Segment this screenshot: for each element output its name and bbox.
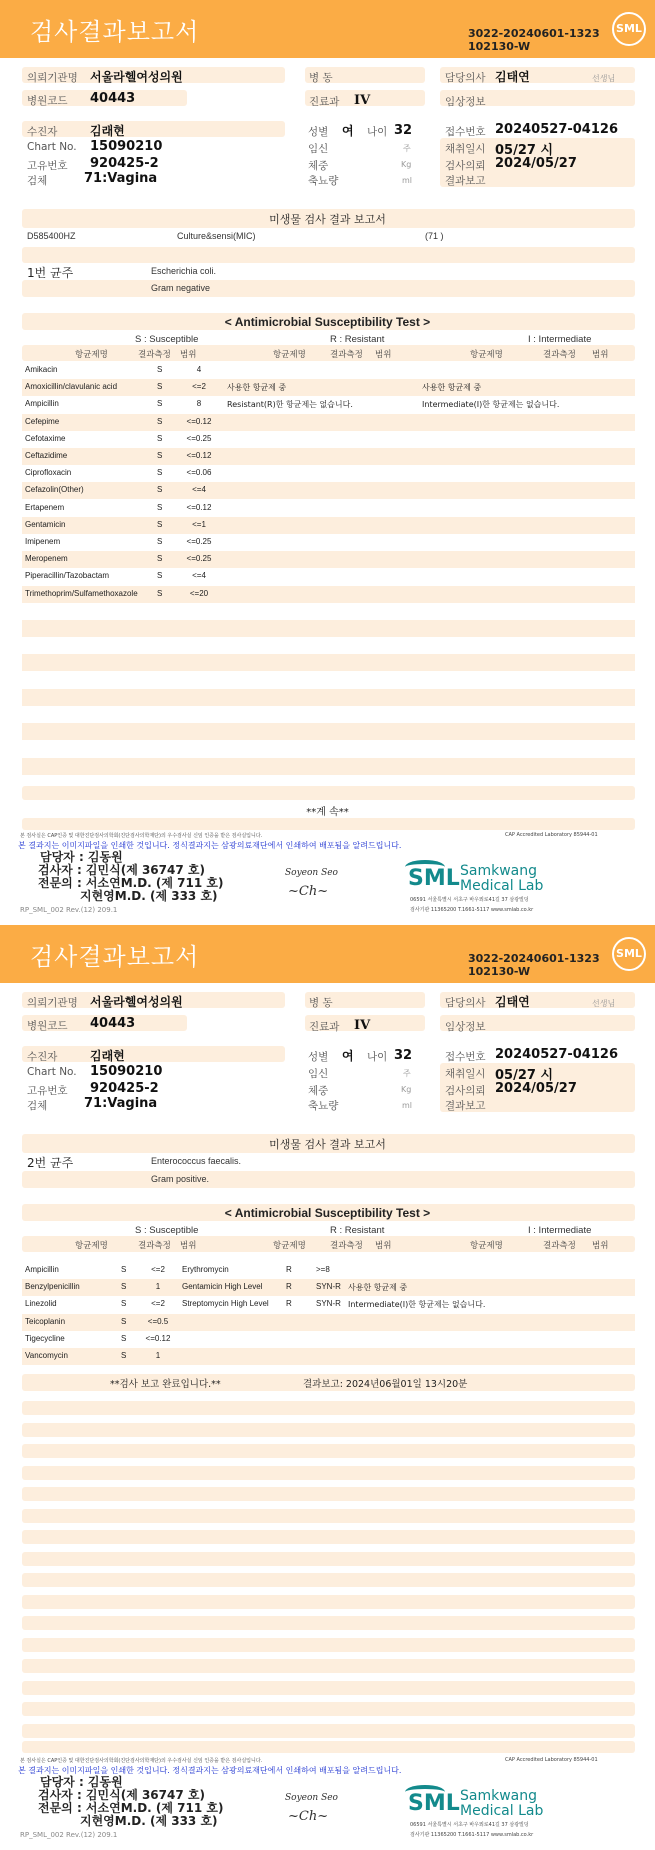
- antibiotic-name: Meropenem: [25, 554, 68, 564]
- col-header-range: 범위: [180, 350, 197, 360]
- col-header-range: 범위: [375, 1241, 392, 1251]
- col-header-result: 결과측정: [543, 1241, 576, 1251]
- id-label: 고유번호: [27, 1085, 68, 1097]
- chart-value: 15090210: [90, 1064, 163, 1079]
- col-header-name: 항균제명: [470, 350, 503, 360]
- empty-row: [22, 1681, 635, 1695]
- empty-row: [22, 1659, 635, 1673]
- result: S: [157, 519, 163, 529]
- weight-unit: Kg: [401, 160, 412, 169]
- ast-row: [22, 500, 635, 517]
- ast-row: [22, 1331, 635, 1348]
- chart-value: 15090210: [90, 139, 163, 154]
- institution-value: 서울라헬여성의원: [90, 995, 183, 1009]
- dept-value: IV: [354, 93, 371, 108]
- empty-row: [22, 637, 635, 654]
- note-resistant: 사용한 항균제 중: [227, 383, 287, 393]
- urine-unit: ml: [402, 1101, 413, 1110]
- range: <=4: [192, 571, 206, 581]
- antibiotic-name: Vancomycin: [25, 1351, 68, 1360]
- antibiotic-name: Ertapenem: [25, 502, 65, 512]
- range: SYN-R: [316, 1299, 341, 1309]
- legend-intermediate: I : Intermediate: [528, 334, 592, 345]
- result: R: [286, 1299, 292, 1309]
- range: 1: [155, 1282, 161, 1292]
- ast-title: < Antimicrobial Susceptibility Test >: [224, 1206, 431, 1220]
- ast-row: [22, 586, 635, 603]
- range: <=0.12: [145, 1333, 171, 1343]
- ast-row: [22, 379, 635, 396]
- range: <=0.5: [147, 1316, 169, 1326]
- doctor-value: 김태연: [495, 995, 530, 1009]
- print-notice: 본 결과지는 이미지파일을 인쇄한 것입니다. 정식결과지는 삼광의료재단에서 인쇄하여 배포됨을 알려드립니다.: [18, 1766, 402, 1775]
- collection-label: 채취일시: [445, 1068, 486, 1080]
- col-header-range: 범위: [592, 1241, 609, 1251]
- institution-label: 의뢰기관명: [27, 72, 78, 84]
- ast-row: [22, 1262, 635, 1279]
- ast-row: [22, 534, 635, 551]
- sex-label: 성별: [308, 1051, 329, 1063]
- col-header-result: 결과측정: [138, 350, 171, 360]
- result: S: [157, 416, 163, 426]
- col-header-result: 결과측정: [543, 350, 576, 360]
- col-header-result: 결과측정: [330, 1241, 363, 1251]
- ast-row: [22, 517, 635, 534]
- patient-value: 김래현: [90, 124, 125, 138]
- antibiotic-name: Erythromycin: [182, 1265, 229, 1274]
- ast-row: [22, 448, 635, 465]
- ast-row: [22, 1279, 635, 1296]
- legend-intermediate: I : Intermediate: [528, 1225, 592, 1236]
- result: S: [121, 1299, 127, 1309]
- doctor-label: 담당의사: [445, 997, 486, 1009]
- age-value: 32: [394, 123, 413, 138]
- result: S: [121, 1333, 127, 1343]
- patient-label: 수진자: [27, 1051, 58, 1063]
- hospital-code-value: 40443: [90, 1016, 136, 1031]
- empty-row: [22, 775, 635, 792]
- range: <=0.06: [186, 468, 212, 478]
- result: R: [286, 1265, 292, 1274]
- empty-row: [22, 758, 635, 775]
- empty-row: [22, 672, 635, 689]
- urine-label: 축뇨량: [308, 175, 339, 187]
- lab-name: Samkwang Medical Lab: [460, 863, 544, 894]
- specimen-label: 검체: [27, 175, 48, 187]
- test-name: Culture&sensi(MIC): [177, 231, 256, 241]
- legend-resistant: R : Resistant: [330, 334, 385, 345]
- empty-row: [22, 1444, 635, 1458]
- note-intermediate: 사용한 항균제 중: [422, 383, 482, 393]
- result: S: [157, 451, 163, 460]
- note-resistant: Resistant(R)한 항균제는 없습니다.: [227, 400, 353, 410]
- ast-row: [22, 414, 635, 431]
- antibiotic-name: Tigecycline: [25, 1333, 65, 1343]
- empty-row: [22, 1724, 635, 1738]
- specialist-2: 지현영M.D. (제 333 호): [80, 1814, 218, 1828]
- col-header-range: 범위: [592, 350, 609, 360]
- request-value: 2024/05/27: [495, 156, 577, 171]
- request-label: 검사의뢰: [445, 160, 486, 172]
- hospital-code-label: 병원코드: [27, 1020, 68, 1032]
- result: S: [157, 571, 163, 581]
- note-intermediate: Intermediate(I)한 항균제는 없습니다.: [422, 400, 560, 410]
- report-number: 3022-20240601-1323 102130-W: [468, 27, 600, 53]
- empty-row: [22, 654, 635, 671]
- ast-row: [22, 1348, 635, 1365]
- form-code: RP_SML_002 Rev.(12) 209.1: [20, 1831, 118, 1839]
- continued-note: **계 속**: [306, 807, 349, 818]
- result: S: [157, 554, 163, 564]
- empty-row: [22, 1638, 635, 1652]
- antibiotic-name: Streptomycin High Level: [182, 1299, 269, 1309]
- result: S: [157, 485, 163, 495]
- range: <=2: [151, 1299, 165, 1309]
- result: S: [157, 382, 163, 392]
- chart-label: Chart No.: [27, 141, 77, 153]
- range: <=1: [192, 519, 206, 529]
- range: 1: [155, 1351, 161, 1360]
- dept-label: 진료과: [309, 96, 340, 108]
- antibiotic-name: Linezolid: [25, 1299, 57, 1309]
- dept-value: IV: [354, 1018, 371, 1033]
- legend-susceptible: S : Susceptible: [135, 1225, 199, 1236]
- organism: Escherichia coli.: [151, 266, 217, 276]
- range: <=0.25: [186, 554, 212, 564]
- sml-logo-icon: SML: [612, 12, 646, 46]
- result: S: [121, 1316, 127, 1326]
- empty-row: [22, 1702, 635, 1716]
- result: S: [157, 468, 163, 478]
- note: Intermediate(I)한 항균제는 없습니다.: [348, 1300, 486, 1310]
- doctor-label: 담당의사: [445, 72, 486, 84]
- antibiotic-name: Ampicillin: [25, 399, 59, 409]
- empty-row: [22, 603, 635, 620]
- urine-label: 축뇨량: [308, 1100, 339, 1112]
- antibiotic-name: Ceftazidime: [25, 451, 68, 460]
- range: <=0.25: [186, 537, 212, 546]
- section-title: 미생물 검사 결과 보고서: [269, 213, 386, 226]
- doctor-value: 김태연: [495, 70, 530, 84]
- sex-value: 여: [342, 124, 354, 138]
- isolate-label: 2번 균주: [27, 1156, 74, 1170]
- urine-unit: ml: [402, 176, 413, 185]
- lab-contact: 검사기관 11365200 T.1661-5117 www.smlab.co.kr: [410, 1832, 534, 1838]
- range: <=4: [192, 485, 206, 495]
- id-label: 고유번호: [27, 160, 68, 172]
- antibiotic-name: Cefotaxime: [25, 433, 66, 443]
- id-value: 920425-2: [90, 156, 159, 171]
- ast-row: [22, 465, 635, 482]
- result: S: [157, 588, 163, 598]
- certification-note: 본 검사실은 CAP인증 및 대한진단검사의학회(진단검사의학재단)의 우수검사실 신임 인증을 받은 검사실입니다.: [20, 833, 263, 839]
- dept-label: 진료과: [309, 1021, 340, 1033]
- ast-row: [22, 1296, 635, 1313]
- report-complete-note: **검사 보고 완료입니다.**: [110, 1379, 221, 1390]
- empty-row: [22, 723, 635, 740]
- empty-row: [22, 620, 635, 637]
- signature-1: Soyeon Seo: [285, 868, 338, 878]
- result-report-label: 결과보고: [445, 175, 486, 187]
- empty-row: [22, 1530, 635, 1544]
- cap-number: CAP Accredited Laboratory 85944-01: [505, 832, 598, 838]
- range: <=2: [151, 1265, 165, 1274]
- result: S: [157, 365, 163, 374]
- organism: Enterococcus faecalis.: [151, 1156, 242, 1166]
- sml-logo-icon: SML: [612, 937, 646, 971]
- range: <=2: [192, 382, 206, 392]
- pregnancy-label: 임신: [308, 143, 329, 155]
- pregnancy-label: 임신: [308, 1068, 329, 1080]
- certification-note: 본 검사실은 CAP인증 및 대한진단검사의학회(진단검사의학재단)의 우수검사실 신임 인증을 받은 검사실입니다.: [20, 1758, 263, 1764]
- request-label: 검사의뢰: [445, 1085, 486, 1097]
- ward-label: 병 동: [309, 72, 333, 84]
- range: <=0.12: [186, 451, 212, 460]
- result: S: [157, 502, 163, 512]
- test-code: D585400HZ: [27, 231, 76, 241]
- manager: 담당자 : 김동원: [40, 1775, 123, 1789]
- specialist-1: 전문의 : 서소연M.D. (제 711 호): [38, 876, 224, 890]
- weight-label: 체중: [308, 160, 329, 172]
- institution-label: 의뢰기관명: [27, 997, 78, 1009]
- antibiotic-name: Piperacillin/Tazobactam: [25, 571, 110, 581]
- section-title: 미생물 검사 결과 보고서: [269, 1138, 386, 1151]
- legend-susceptible: S : Susceptible: [135, 334, 199, 345]
- range: <=20: [189, 588, 209, 598]
- specimen-label: 검체: [27, 1100, 48, 1112]
- collection-value: 05/27 시: [495, 143, 554, 158]
- weight-label: 체중: [308, 1085, 329, 1097]
- ast-row: [22, 396, 635, 413]
- antibiotic-name: Imipenem: [25, 537, 61, 546]
- specimen-value: 71:Vagina: [84, 171, 158, 186]
- col-header-name: 항균제명: [273, 350, 306, 360]
- ast-row: [22, 482, 635, 499]
- lab-contact: 검사기관 11365200 T.1661-5117 www.smlab.co.kr: [410, 907, 534, 913]
- report-title: 검사결과보고서: [30, 943, 200, 971]
- doctor-suffix: 선생님: [592, 74, 616, 83]
- signature-1: Soyeon Seo: [285, 1793, 338, 1803]
- result: S: [121, 1282, 127, 1292]
- col-header-name: 항균제명: [273, 1241, 306, 1251]
- empty-row: [22, 1487, 635, 1501]
- col-header-range: 범위: [375, 350, 392, 360]
- report-time: 결과보고: 2024년06월01일 13시20분: [303, 1379, 468, 1390]
- empty-row: [22, 1616, 635, 1630]
- antibiotic-name: Amikacin: [25, 365, 58, 374]
- lab-name: Samkwang Medical Lab: [460, 1788, 544, 1819]
- request-value: 2024/05/27: [495, 1081, 577, 1096]
- receipt-no-value: 20240527-04126: [495, 1047, 618, 1062]
- signature-2: ~Ch~: [288, 884, 329, 899]
- tester: 검사자 : 김민식(제 36747 호): [38, 1788, 205, 1802]
- col-header-name: 항균제명: [75, 350, 108, 360]
- patient-label: 수진자: [27, 126, 58, 138]
- id-value: 920425-2: [90, 1081, 159, 1096]
- range: >=8: [316, 1265, 330, 1274]
- range: 8: [196, 399, 202, 409]
- result: S: [121, 1265, 127, 1274]
- institution-value: 서울라헬여성의원: [90, 70, 183, 84]
- receipt-no-value: 20240527-04126: [495, 122, 618, 137]
- legend-resistant: R : Resistant: [330, 1225, 385, 1236]
- age-label: 나이: [367, 1051, 388, 1063]
- receipt-no-label: 접수번호: [445, 1051, 486, 1063]
- ast-row: [22, 431, 635, 448]
- isolate-label: 1번 균주: [27, 266, 74, 280]
- antibiotic-name: Trimethoprim/Sulfamethoxazole: [25, 588, 138, 598]
- ast-row: [22, 362, 635, 379]
- clinical-info-label: 임상정보: [445, 1021, 486, 1033]
- antibiotic-name: Cefepime: [25, 416, 60, 426]
- empty-row: [22, 740, 635, 757]
- empty-row: [22, 1509, 635, 1523]
- report-page-2: [0, 925, 655, 1850]
- ward-label: 병 동: [309, 997, 333, 1009]
- specimen-value: 71:Vagina: [84, 1096, 158, 1111]
- sex-label: 성별: [308, 126, 329, 138]
- gram-stain: Gram negative: [151, 283, 211, 293]
- antibiotic-name: Ciprofloxacin: [25, 468, 72, 478]
- signature-2: ~Ch~: [288, 1809, 329, 1824]
- form-code: RP_SML_002 Rev.(12) 209.1: [20, 906, 118, 914]
- ast-row: [22, 1314, 635, 1331]
- hospital-code-label: 병원코드: [27, 95, 68, 107]
- empty-row: [22, 706, 635, 723]
- ast-header: [0, 1204, 655, 1254]
- antibiotic-name: Cefazolin(Other): [25, 485, 84, 495]
- empty-row: [22, 1552, 635, 1566]
- pregnancy-unit: 주: [403, 144, 411, 153]
- result-report-label: 결과보고: [445, 1100, 486, 1112]
- empty-row: [22, 1573, 635, 1587]
- sex-value: 여: [342, 1049, 354, 1063]
- antibiotic-name: Teicoplanin: [25, 1316, 66, 1326]
- range: <=0.12: [186, 502, 212, 512]
- specialist-1: 전문의 : 서소연M.D. (제 711 호): [38, 1801, 224, 1815]
- empty-row: [22, 1401, 635, 1415]
- empty-row: [22, 1466, 635, 1480]
- gram-stain: Gram positive.: [151, 1174, 210, 1184]
- hospital-code-value: 40443: [90, 91, 136, 106]
- ast-header: [0, 313, 655, 363]
- ast-row: [22, 551, 635, 568]
- tester: 검사자 : 김민식(제 36747 호): [38, 863, 205, 877]
- report-title: 검사결과보고서: [30, 18, 200, 46]
- pregnancy-unit: 주: [403, 1069, 411, 1078]
- receipt-no-label: 접수번호: [445, 126, 486, 138]
- specialist-2: 지현영M.D. (제 333 호): [80, 889, 218, 903]
- result: R: [286, 1282, 292, 1292]
- sml-logo: SML: [408, 866, 460, 891]
- report-number: 3022-20240601-1323 102130-W: [468, 952, 600, 978]
- empty-row: [22, 1595, 635, 1609]
- antibiotic-name: Ampicillin: [25, 1265, 59, 1274]
- age-label: 나이: [367, 126, 388, 138]
- antibiotic-name: Benzylpenicillin: [25, 1282, 80, 1292]
- result: S: [121, 1351, 127, 1360]
- chart-label: Chart No.: [27, 1066, 77, 1078]
- empty-row: [22, 1423, 635, 1437]
- collection-value: 05/27 시: [495, 1068, 554, 1083]
- patient-value: 김래현: [90, 1049, 125, 1063]
- col-header-name: 항균제명: [470, 1241, 503, 1251]
- lab-address: 06591 서울특별시 서초구 바우뫼로41길 37 삼광빌딩: [410, 1822, 529, 1828]
- range: SYN-R: [316, 1282, 341, 1292]
- result: S: [157, 433, 163, 443]
- collection-label: 채취일시: [445, 143, 486, 155]
- ast-row: [22, 568, 635, 585]
- clinical-info-label: 임상정보: [445, 96, 486, 108]
- print-notice: 본 결과지는 이미지파일을 인쇄한 것입니다. 정식결과지는 삼광의료재단에서 인쇄하여 배포됨을 알려드립니다.: [18, 841, 402, 850]
- range: <=0.12: [186, 416, 212, 426]
- range: 4: [196, 365, 202, 374]
- col-header-name: 항균제명: [75, 1241, 108, 1251]
- ast-title: < Antimicrobial Susceptibility Test >: [224, 315, 431, 329]
- antibiotic-name: Gentamicin: [25, 519, 66, 529]
- sml-logo: SML: [408, 1791, 460, 1816]
- empty-row: [22, 689, 635, 706]
- col-header-result: 결과측정: [330, 350, 363, 360]
- col-header-range: 범위: [180, 1241, 197, 1251]
- weight-unit: Kg: [401, 1085, 412, 1094]
- test-specimen: (71 ): [425, 231, 444, 241]
- lab-address: 06591 서울특별시 서초구 바우뫼로41길 37 삼광빌딩: [410, 897, 529, 903]
- range: <=0.25: [186, 433, 212, 443]
- manager: 담당자 : 김동원: [40, 850, 123, 864]
- age-value: 32: [394, 1048, 413, 1063]
- result: S: [157, 537, 163, 546]
- col-header-result: 결과측정: [138, 1241, 171, 1251]
- doctor-suffix: 선생님: [592, 999, 616, 1008]
- antibiotic-name: Amoxicillin/clavulanic acid: [25, 382, 118, 392]
- result: S: [157, 399, 163, 409]
- cap-number: CAP Accredited Laboratory 85944-01: [505, 1757, 598, 1763]
- antibiotic-name: Gentamicin High Level: [182, 1282, 263, 1292]
- note: 사용한 항균제 중: [348, 1283, 408, 1293]
